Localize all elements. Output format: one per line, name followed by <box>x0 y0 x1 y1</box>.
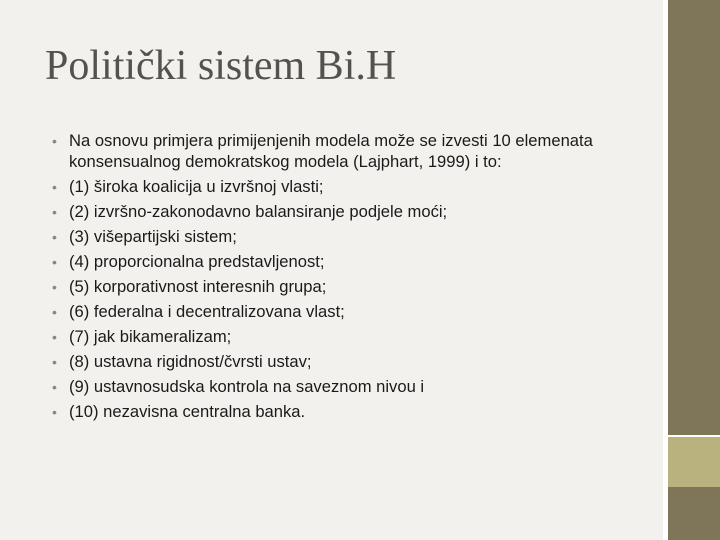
bullet-icon: • <box>52 133 57 149</box>
list-item-text: (3) višepartijski sistem; <box>69 226 237 246</box>
bullet-icon: • <box>52 228 57 245</box>
bullet-icon: • <box>52 203 57 220</box>
bullet-icon: • <box>52 379 57 396</box>
list-item-text: (2) izvršno-zakonodavno balansiranje podjele moći; <box>69 201 448 221</box>
sidebar-accent-block <box>668 437 720 487</box>
list-item-text: Na osnovu primjera primijenjenih modela može se izvesti 10 elemenata konsensualnog demokratskog modela (Lajphart, 1999) i to: <box>69 131 593 171</box>
list-item-text: (7) jak bikameralizam; <box>69 327 232 347</box>
bullet-icon: • <box>52 304 57 321</box>
list-item <box>52 227 642 248</box>
list-item <box>52 202 642 223</box>
list-item <box>52 302 642 323</box>
list-item <box>52 352 642 373</box>
slide-title: Politički sistem Bi.H <box>45 43 397 89</box>
list-item <box>52 277 642 298</box>
list-item-text: (10) nezavisna centralna banka. <box>69 402 306 422</box>
list-item-text: (4) proporcionalna predstavljenost; <box>69 251 325 271</box>
list-item <box>52 402 642 423</box>
bullet-icon: • <box>52 404 57 421</box>
sidebar-bottom-block <box>668 487 720 540</box>
list-item-text: (9) ustavnosudska kontrola na saveznom nivou i <box>69 377 425 397</box>
bullet-icon: • <box>52 278 57 295</box>
list-item <box>52 177 642 198</box>
bullet-icon: • <box>52 253 57 270</box>
bullet-icon: • <box>52 329 57 346</box>
bullet-icon: • <box>52 354 57 371</box>
list-item-text: (5) korporativnost interesnih grupa; <box>69 276 327 296</box>
bullet-list <box>52 131 642 428</box>
list-item <box>52 327 642 348</box>
list-item <box>52 131 642 172</box>
list-item <box>52 252 642 273</box>
bullet-icon: • <box>52 178 57 195</box>
list-item-text: (8) ustavna rigidnost/čvrsti ustav; <box>69 352 312 372</box>
list-item-text: (6) federalna i decentralizovana vlast; <box>69 302 345 322</box>
list-item-text: (1) široka koalicija u izvršnoj vlasti; <box>69 176 324 196</box>
list-item <box>52 377 642 398</box>
